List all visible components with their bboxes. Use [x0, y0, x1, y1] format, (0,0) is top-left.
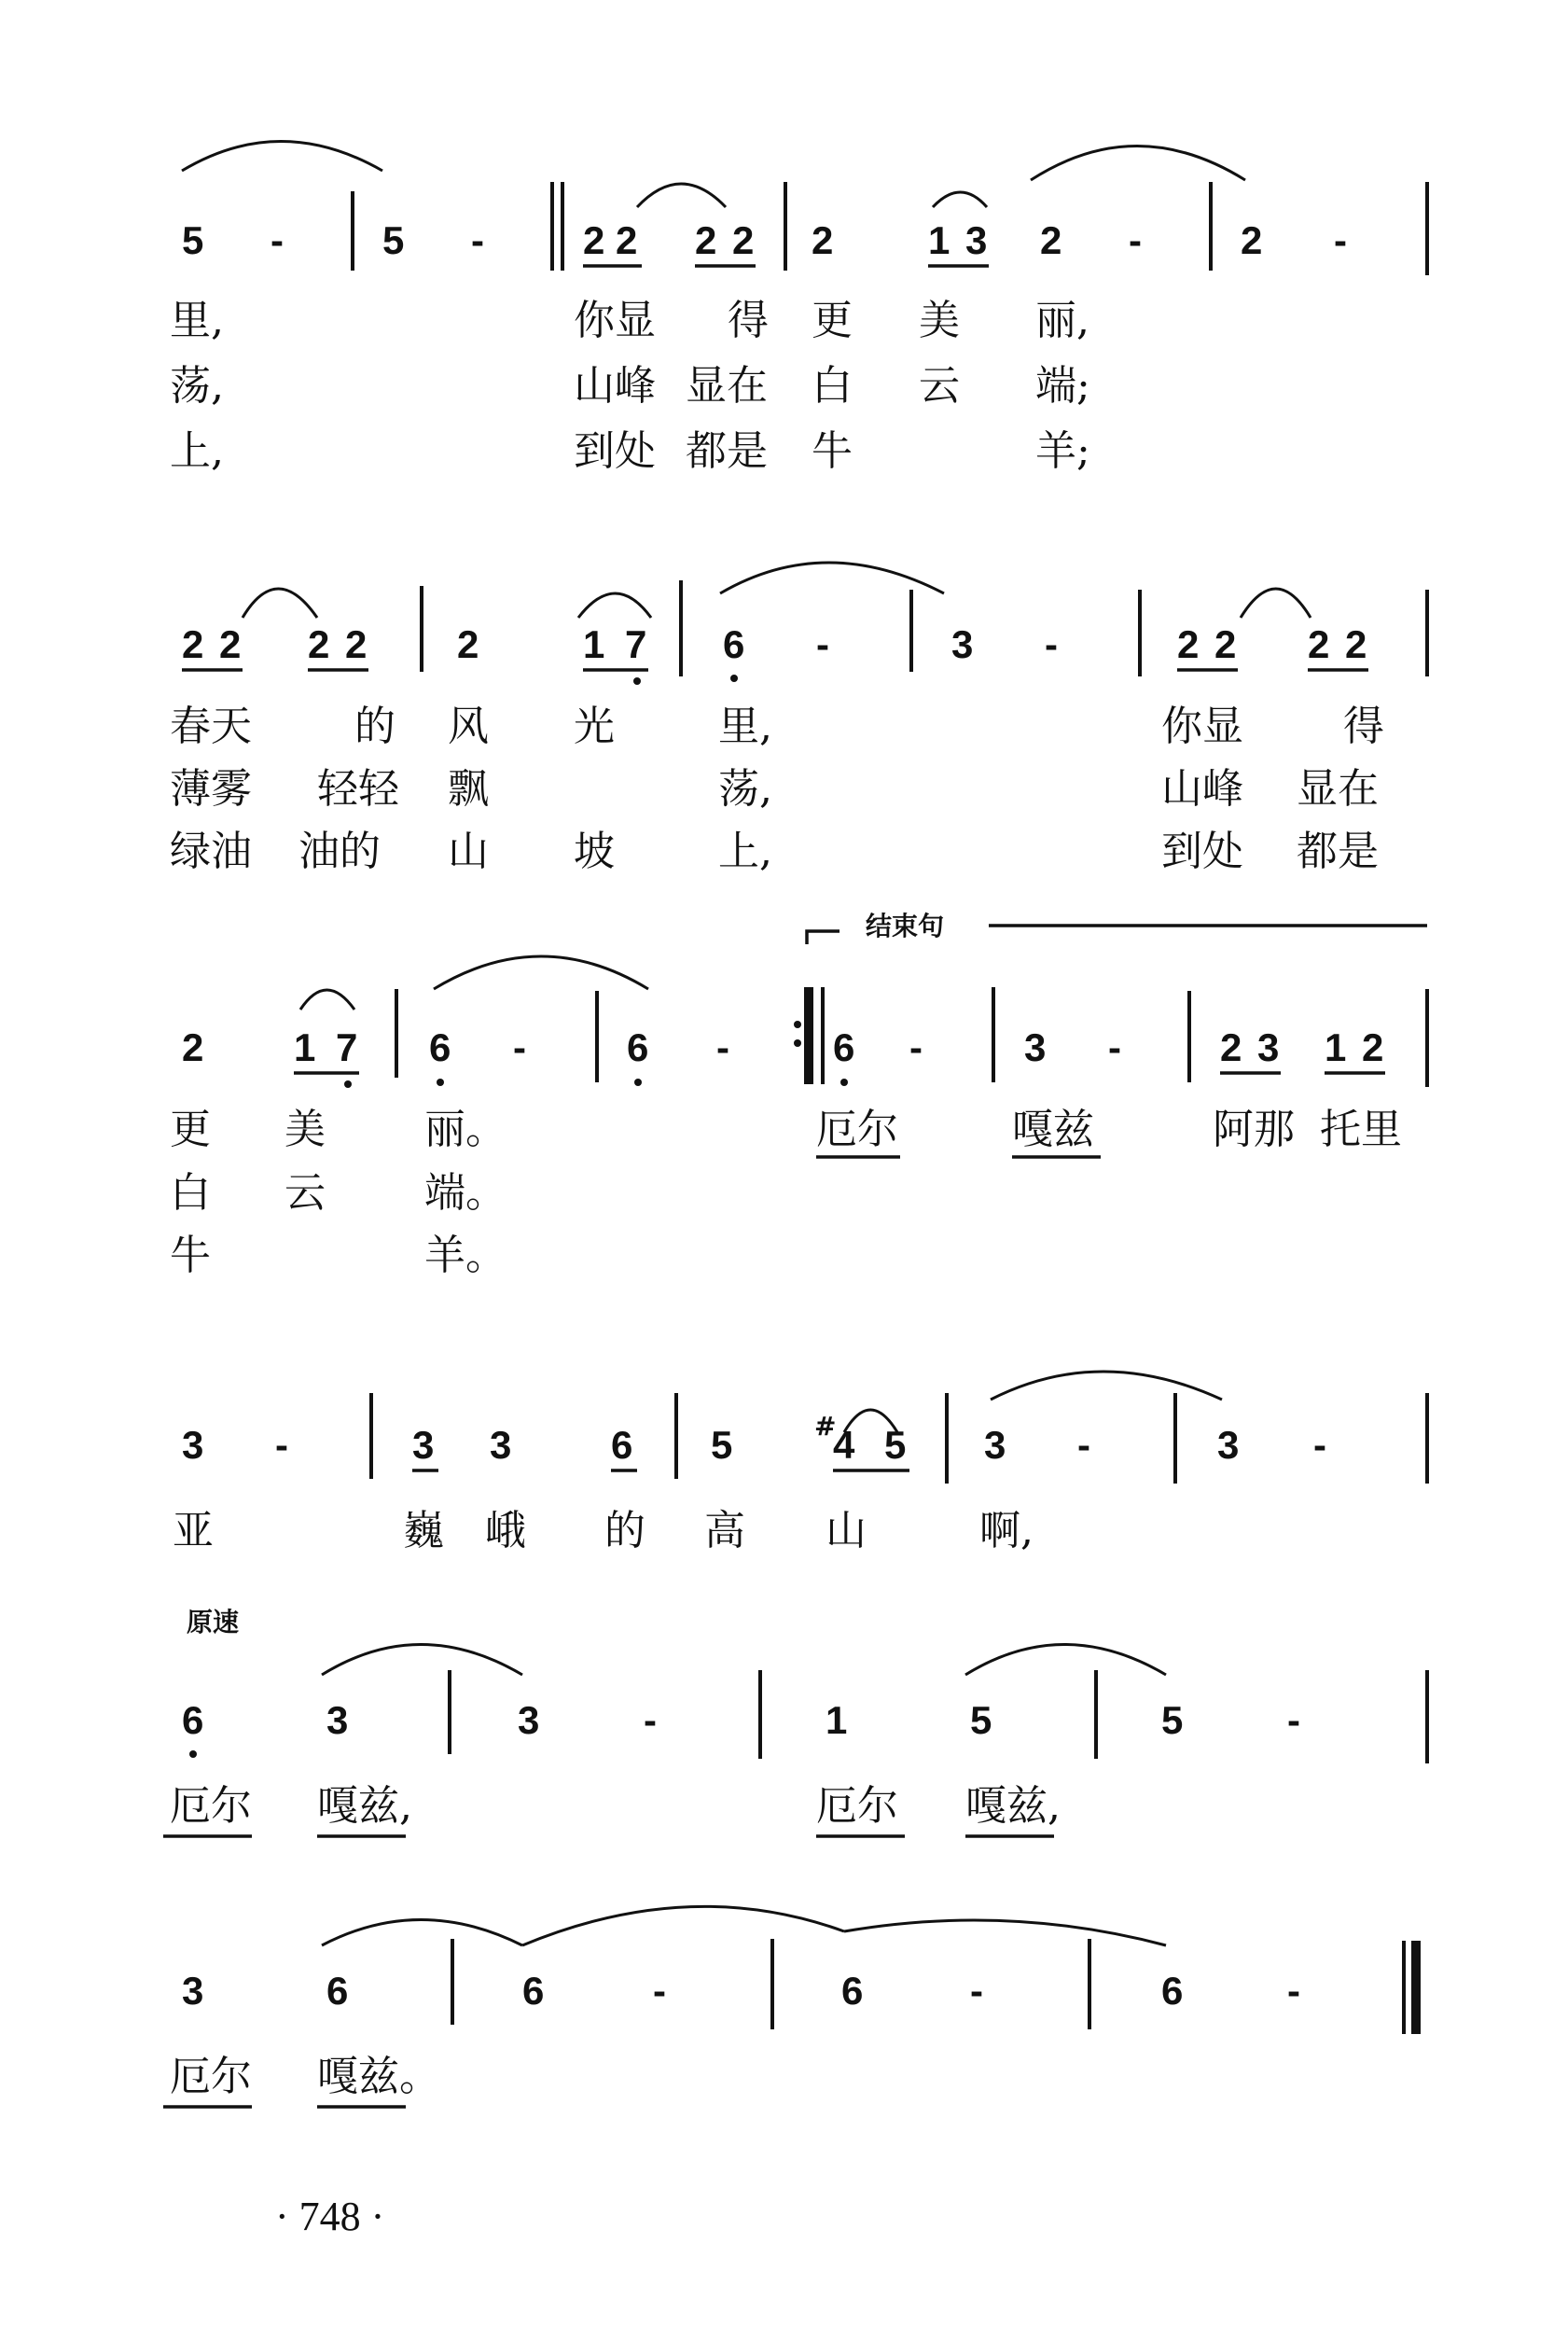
dash: - — [909, 1025, 923, 1069]
system-3 — [170, 956, 1427, 1279]
lower-dot — [730, 675, 738, 682]
lyric: 绿油 — [170, 828, 252, 875]
note: 3 — [182, 1423, 204, 1467]
lyric: 高 — [704, 1507, 745, 1554]
note: 6 — [611, 1423, 633, 1467]
tempo-label: 原速 — [187, 1607, 240, 1637]
dash: - — [1287, 1969, 1300, 2013]
lyric: 丽。 — [424, 1106, 506, 1153]
sharp-sign: # — [814, 1411, 837, 1442]
note: 1 — [294, 1025, 316, 1069]
note: 3 — [984, 1423, 1006, 1467]
lyric: 得 — [728, 297, 769, 344]
system-5 — [163, 1645, 1427, 1837]
note: 1 — [583, 622, 605, 666]
lyric: 嘎兹 — [1012, 1106, 1094, 1153]
note: 3 — [951, 622, 974, 666]
note: 1 — [826, 1698, 848, 1742]
lyric: 到处 — [574, 427, 656, 475]
lower-dot — [634, 1079, 642, 1086]
lower-dot — [344, 1080, 352, 1088]
page-number: · 748 · — [275, 2194, 385, 2239]
slur — [1031, 146, 1245, 181]
dash: - — [970, 1969, 983, 2013]
lyric: 油的 — [298, 828, 381, 875]
lyric: 你显 — [1161, 703, 1243, 750]
lyric: 光 — [574, 703, 615, 750]
dash: - — [275, 1423, 288, 1467]
lyric: 牛 — [812, 427, 853, 475]
slur — [1241, 589, 1311, 618]
dash: - — [1313, 1423, 1326, 1467]
lyric: 春天 — [170, 703, 252, 750]
dash: - — [1287, 1698, 1300, 1742]
note: 2 — [695, 218, 717, 262]
slur — [578, 593, 651, 618]
note: 2 — [1241, 218, 1263, 262]
slur — [243, 589, 317, 618]
repeat-dot — [794, 1021, 801, 1028]
lyric: 你显 — [574, 297, 656, 344]
note: 5 — [884, 1423, 907, 1467]
note: 2 — [345, 622, 368, 666]
note: 6 — [627, 1025, 649, 1069]
note: 2 — [219, 622, 242, 666]
lyric: 到处 — [1161, 828, 1243, 875]
note: 2 — [182, 622, 204, 666]
lyric: 厄尔 — [816, 1106, 898, 1153]
note: 6 — [841, 1969, 864, 2013]
lower-dot — [633, 677, 641, 685]
lyric: 山 — [826, 1507, 867, 1554]
lyric: 啊, — [979, 1507, 1034, 1554]
note: 1 — [1325, 1025, 1347, 1069]
note: 2 — [1040, 218, 1062, 262]
note: 2 — [308, 622, 330, 666]
dash: - — [1334, 218, 1347, 262]
lyric: 阿那 — [1213, 1106, 1295, 1153]
note: 2 — [457, 622, 479, 666]
note: 6 — [429, 1025, 451, 1069]
note: 6 — [522, 1969, 545, 2013]
dash: - — [653, 1969, 666, 2013]
dash: - — [1129, 218, 1142, 262]
slur — [965, 1645, 1166, 1676]
slur — [933, 192, 987, 207]
system-4 — [173, 1372, 1427, 1554]
lyric: 羊。 — [424, 1232, 506, 1279]
lyric: 山峰 — [1161, 765, 1243, 813]
lyric: 山峰 — [574, 362, 656, 410]
lyric: 得 — [1343, 703, 1384, 750]
note: 2 — [1308, 622, 1330, 666]
lyric: 美 — [919, 297, 960, 344]
dash: - — [1045, 622, 1058, 666]
lyric: 端; — [1035, 362, 1090, 410]
lyric: 峨 — [485, 1507, 526, 1554]
lyric: 上, — [170, 427, 224, 475]
lower-dot — [840, 1079, 848, 1086]
note: 2 — [616, 218, 638, 262]
lyric: 厄尔 — [170, 1782, 252, 1830]
lyric: 白 — [170, 1169, 211, 1217]
note: 5 — [382, 218, 405, 262]
note: 3 — [965, 218, 988, 262]
lyric: 牛 — [170, 1232, 211, 1279]
lyric: 厄尔 — [170, 2053, 252, 2100]
lyric: 嘎兹。 — [317, 2053, 440, 2100]
lyric: 厄尔 — [816, 1782, 898, 1830]
note: 4 — [833, 1423, 855, 1467]
slur — [434, 956, 648, 989]
slur — [720, 563, 944, 593]
section-bracket — [807, 931, 840, 944]
system-6 — [163, 1906, 1416, 2107]
note: 5 — [1161, 1698, 1184, 1742]
lyric: 都是 — [1297, 828, 1379, 875]
lyric: 的 — [604, 1507, 645, 1554]
slur — [844, 1920, 1166, 1945]
note: 3 — [490, 1423, 512, 1467]
lyric: 更 — [170, 1106, 211, 1153]
note: 1 — [928, 218, 951, 262]
note: 2 — [583, 218, 605, 262]
note: 2 — [182, 1025, 204, 1069]
note: 5 — [970, 1698, 992, 1742]
note: 3 — [182, 1969, 204, 2013]
slur — [991, 1372, 1222, 1400]
dash: - — [271, 218, 284, 262]
lyric: 白 — [812, 362, 853, 410]
lyric: 的 — [354, 703, 395, 750]
slur — [322, 1645, 522, 1676]
dash: - — [716, 1025, 729, 1069]
lyric: 里, — [718, 703, 772, 750]
note: 2 — [1345, 622, 1367, 666]
lyric: 轻轻 — [317, 765, 399, 813]
dash: - — [513, 1025, 526, 1069]
lyric: 美 — [284, 1106, 326, 1153]
lyric: 嘎兹, — [965, 1782, 1061, 1830]
slur — [182, 142, 382, 172]
lyric: 里, — [170, 297, 224, 344]
slur — [522, 1906, 844, 1945]
lower-dot — [437, 1079, 444, 1086]
note: 3 — [1024, 1025, 1047, 1069]
section-label: 结束句 — [866, 911, 945, 941]
dash: - — [644, 1698, 657, 1742]
note: 3 — [1217, 1423, 1240, 1467]
note: 6 — [182, 1698, 204, 1742]
lyric: 云 — [284, 1169, 326, 1217]
note: 6 — [723, 622, 745, 666]
dash: - — [1077, 1423, 1090, 1467]
note: 2 — [812, 218, 834, 262]
dash: - — [1108, 1025, 1121, 1069]
repeat-dot — [794, 1039, 801, 1047]
lyric: 薄雾 — [170, 765, 252, 813]
dash: - — [471, 218, 484, 262]
lyric: 亚 — [173, 1507, 214, 1554]
note: 3 — [412, 1423, 435, 1467]
note: 2 — [1220, 1025, 1242, 1069]
note: 6 — [833, 1025, 855, 1069]
note: 3 — [326, 1698, 349, 1742]
lyric: 丽, — [1035, 297, 1089, 344]
note: 6 — [1161, 1969, 1184, 2013]
lower-dot — [189, 1750, 197, 1758]
lyric: 云 — [919, 362, 960, 410]
note: 2 — [1362, 1025, 1384, 1069]
lyric: 显在 — [686, 362, 768, 410]
lyric: 坡 — [574, 828, 615, 875]
slur — [300, 990, 354, 1010]
system-2 — [170, 563, 1427, 875]
lyric: 羊; — [1035, 427, 1090, 475]
lyric: 上, — [718, 828, 772, 875]
lyric: 荡, — [170, 362, 224, 410]
note: 5 — [182, 218, 204, 262]
note: 6 — [326, 1969, 349, 2013]
system-1 — [170, 142, 1427, 476]
lyric: 端。 — [424, 1169, 506, 1217]
slur — [637, 184, 726, 207]
lyric: 山 — [448, 828, 489, 875]
dash: - — [816, 622, 829, 666]
lyric: 荡, — [718, 765, 772, 813]
lyric: 都是 — [686, 427, 768, 475]
lyric: 嘎兹, — [317, 1782, 412, 1830]
note: 7 — [625, 622, 647, 666]
lyric: 更 — [812, 297, 853, 344]
ending-section-marker — [807, 911, 1427, 944]
note: 2 — [1214, 622, 1237, 666]
lyric: 风 — [448, 703, 489, 750]
note: 3 — [1257, 1025, 1280, 1069]
note: 2 — [1177, 622, 1200, 666]
note: 7 — [336, 1025, 358, 1069]
note: 3 — [518, 1698, 540, 1742]
note: 5 — [711, 1423, 733, 1467]
lyric: 显在 — [1297, 765, 1379, 813]
lyric: 托里 — [1320, 1106, 1402, 1153]
lyric: 巍 — [403, 1507, 444, 1554]
note: 2 — [732, 218, 755, 262]
lyric: 飘 — [448, 765, 489, 813]
slur — [322, 1920, 522, 1946]
